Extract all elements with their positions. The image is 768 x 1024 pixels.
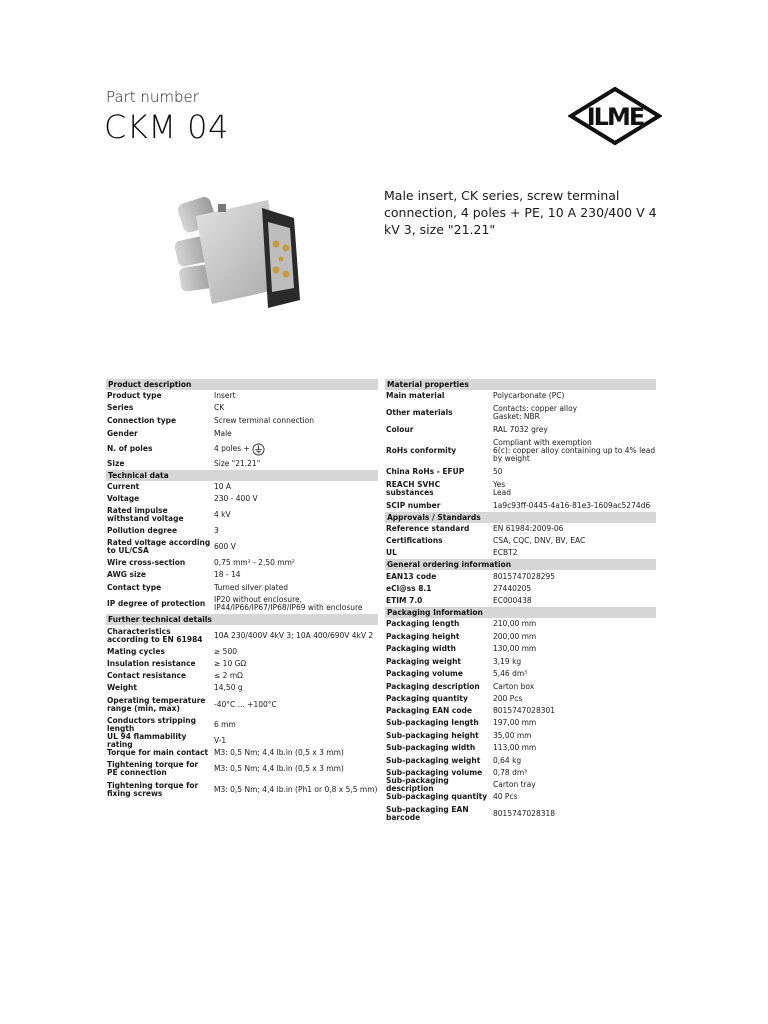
spec-value-text: ≤ 2 mΩ (214, 671, 243, 680)
spec-label: Gender (107, 428, 138, 438)
spec-value-text: CK (214, 403, 225, 412)
spec-value (214, 646, 378, 658)
product-description: Male insert, CK series, screw terminal connection, 4 poles + PE, 10 A 230/400 V 4 kV 3, size "21.21" (384, 188, 657, 237)
spec-label: UL (386, 548, 397, 557)
spec-label: Tightening torque for fixing screws (107, 780, 199, 798)
spec-value (493, 570, 656, 583)
spec-label: Packaging length (386, 619, 460, 628)
spec-value (493, 729, 656, 742)
spec-value-text: 35,00 mm (493, 730, 532, 740)
spec-label: SCIP number (386, 501, 441, 510)
spec-label: Current (107, 482, 140, 491)
spec-label: Connection type (107, 415, 177, 425)
spec-value-text: 5,46 dm³ (493, 669, 528, 678)
spec-row-certifications (385, 535, 656, 547)
spec-row-packaging-height (385, 630, 656, 643)
spec-label: Size (107, 459, 125, 468)
spec-row-characteristics-according-to-en-61984 (106, 625, 378, 646)
spec-value (493, 693, 656, 705)
spec-label: Pollution degree (107, 526, 178, 535)
spec-value (493, 478, 656, 500)
spec-label: Tightening torque for PE connection (107, 760, 199, 777)
spec-value (214, 682, 378, 694)
section-header-further-technical-details: Further technical details (106, 614, 378, 625)
spec-value-text: Carton box (493, 681, 535, 691)
section-header-technical-data: Technical data (106, 470, 378, 481)
spec-row-rohs-conformity (385, 436, 656, 466)
spec-value (493, 424, 656, 436)
spec-value-text: IP20 without enclosure, IP44/IP66/IP67/IP68/IP69 with enclosure (214, 595, 363, 612)
spec-value-text: 600 V (214, 542, 236, 551)
spec-label: Series (107, 403, 134, 412)
spec-value-text: 10A 230/400V 4kV 3; 10A 400/690V 4kV 2 (214, 630, 374, 640)
spec-label: Conductors stripping length (107, 716, 196, 733)
spec-value-text: 1a9c93ff-0445-4a16-81e3-1609ac5274d6 (493, 501, 651, 510)
spec-label: Sub-packaging description (386, 776, 449, 793)
spec-row-packaging-quantity (385, 693, 656, 705)
spec-value (493, 547, 656, 559)
spec-value (214, 747, 378, 759)
section-header-product-description: Product description (106, 379, 378, 390)
spec-label: Contact type (107, 582, 162, 592)
spec-value-text: 3,19 kg (493, 656, 522, 666)
spec-label: Colour (386, 425, 414, 434)
spec-row-operating-temperature-range-min-max (106, 694, 378, 715)
spec-label: Main material (386, 391, 445, 400)
spec-label: N. of poles (107, 444, 153, 453)
spec-label: Packaging quantity (386, 694, 468, 703)
spec-value-text: 4 kV (214, 510, 231, 519)
spec-value (493, 500, 656, 512)
spec-value (214, 670, 378, 682)
spec-row-sub-packaging-quantity (385, 791, 656, 803)
spec-label: Reference standard (386, 524, 470, 533)
spec-value-text: M3: 0,5 Nm; 4,4 lb.in (0,5 x 3 mm) (214, 748, 344, 757)
spec-value (493, 680, 656, 693)
spec-value-text: 230 - 400 V (214, 494, 258, 503)
spec-value-text: CSA, CQC, DNV, BV, EAC (493, 536, 586, 545)
spec-label: Sub-packaging EAN barcode (386, 804, 469, 822)
spec-label: Insulation resistance (107, 659, 196, 668)
part-number: CKM 04 (104, 108, 229, 146)
spec-value (493, 668, 656, 680)
logo-text: ILME (586, 103, 644, 131)
spec-value-text: 200,00 mm (493, 631, 537, 641)
section-header-approvals-standards: Approvals / Standards (385, 512, 656, 523)
spec-row-packaging-description (385, 680, 656, 693)
spec-value-text: 6 mm (214, 720, 236, 729)
spec-value-line: 6(c): copper alloy containing up to 4% lead by weight (493, 446, 656, 463)
spec-value-text: Polycarbonate (PC) (493, 391, 565, 400)
spec-label: Packaging description (386, 681, 480, 691)
spec-label: Characteristics according to EN 61984 (107, 626, 203, 644)
spec-label: Sub-packaging volume (386, 768, 483, 777)
spec-value (214, 759, 378, 779)
spec-value-text: Male (214, 428, 232, 438)
spec-value (214, 390, 378, 402)
spec-value (493, 583, 656, 595)
spec-row-packaging-ean-code (385, 705, 656, 717)
spec-label: UL 94 flammability rating (107, 732, 187, 749)
spec-row-sub-packaging-description (385, 776, 656, 793)
spec-label: AWG size (107, 570, 146, 579)
spec-value (493, 803, 656, 824)
spec-value (214, 779, 378, 800)
spec-label: Packaging width (386, 644, 456, 653)
spec-value-text: M3: 0,5 Nm; 4,4 lb.in (Ph1 or 0,8 x 5,5 mm) (214, 784, 378, 794)
spec-label: Rated impulse withstand voltage (107, 506, 184, 523)
spec-value (214, 440, 378, 458)
spec-label: Weight (107, 683, 137, 692)
spec-label: Rated voltage according to UL/CSA (107, 538, 211, 555)
spec-row-connection-type (106, 414, 378, 427)
spec-label: IP degree of protection (107, 599, 206, 608)
spec-row-size (106, 458, 378, 470)
spec-value (493, 390, 656, 402)
spec-row-packaging-length (385, 618, 656, 630)
spec-value-text: V-1 (214, 736, 227, 745)
spec-value (493, 767, 656, 779)
spec-row-etim-7-0 (385, 595, 656, 607)
spec-label: Sub-packaging height (386, 730, 479, 740)
spec-value (493, 655, 656, 668)
spec-value (214, 715, 378, 735)
spec-value-text: Carton tray (493, 780, 536, 789)
left-column (106, 379, 378, 800)
spec-row-sub-packaging-ean-barcode (385, 803, 656, 824)
spec-value (493, 618, 656, 630)
spec-label: Wire cross-section (107, 558, 186, 567)
spec-value (493, 742, 656, 754)
spec-label: ETIM 7.0 (386, 596, 423, 605)
spec-value-text: ECBT2 (493, 548, 518, 557)
spec-row-torque-for-main-contact (106, 747, 378, 759)
spec-row-wire-cross-section (106, 557, 378, 569)
spec-value-text: 10 A (214, 482, 232, 491)
spec-value (214, 581, 378, 594)
spec-value-text: 3 (214, 526, 219, 535)
spec-label: Voltage (107, 494, 140, 503)
spec-value (214, 525, 378, 537)
section-header-packaging-information: Packaging Information (385, 607, 656, 618)
spec-value (214, 594, 378, 614)
spec-value-text: 130,00 mm (493, 644, 537, 653)
spec-label: REACH SVHC substances (386, 480, 441, 497)
section-header-general-ordering-information: General ordering information (385, 559, 656, 570)
spec-row-rated-impulse-withstand-voltage (106, 505, 378, 525)
spec-value (214, 569, 378, 581)
spec-label: Packaging volume (386, 669, 463, 678)
spec-value-text: ≥ 10 GΩ (214, 659, 247, 668)
spec-value (493, 643, 656, 655)
spec-value (493, 754, 656, 767)
spec-row-awg-size (106, 569, 378, 581)
spec-value-text: 50 (493, 467, 503, 476)
spec-label: Contact resistance (107, 671, 187, 680)
spec-label: China RoHs - EFUP (386, 467, 465, 476)
spec-value (493, 466, 656, 478)
spec-value-text: 18 - 14 (214, 570, 241, 579)
spec-value-line: Gasket: NBR (493, 412, 540, 421)
spec-label: Sub-packaging quantity (386, 792, 488, 801)
spec-row-scip-number (385, 500, 656, 512)
section-header-material-properties: Material properties (385, 379, 656, 390)
spec-value (214, 658, 378, 670)
spec-label: Packaging height (386, 631, 460, 641)
spec-row-contact-type (106, 581, 378, 594)
spec-value (493, 705, 656, 717)
spec-row-voltage (106, 493, 378, 505)
spec-value-text: Screw terminal connection (214, 415, 314, 425)
spec-value-line: Contacts: copper alloy (493, 404, 578, 413)
spec-row-reach-svhc-substances (385, 478, 656, 500)
spec-value-text: 0,78 dm³ (493, 768, 528, 777)
spec-label: RoHs conformity (386, 446, 457, 455)
spec-value (214, 402, 378, 414)
spec-row-packaging-volume (385, 668, 656, 680)
spec-value-text: RAL 7032 grey (493, 425, 548, 434)
spec-value-text: EN 61984:2009-06 (493, 524, 564, 533)
spec-row-weight (106, 682, 378, 694)
spec-label: Operating temperature range (min, max) (107, 695, 206, 713)
spec-row-sub-packaging-length (385, 717, 656, 729)
spec-value (214, 537, 378, 557)
spec-value (214, 735, 378, 747)
spec-value-text: 27440205 (493, 584, 532, 593)
spec-value-text: 8015747028295 (493, 571, 556, 581)
spec-row-sub-packaging-height (385, 729, 656, 742)
ilme-logo (568, 86, 662, 146)
spec-value (493, 595, 656, 607)
spec-value (493, 436, 656, 466)
spec-label: Packaging EAN code (386, 706, 472, 715)
spec-label: Product type (107, 391, 162, 400)
spec-value-text: 8015747028318 (493, 808, 556, 818)
spec-value-text: 113,00 mm (493, 743, 537, 752)
spec-value (214, 481, 378, 493)
spec-row-other-materials (385, 402, 656, 424)
spec-label: EAN13 code (386, 571, 437, 581)
spec-value (493, 717, 656, 729)
spec-label: Other materials (386, 408, 453, 417)
spec-value (214, 625, 378, 646)
spec-row-packaging-weight (385, 655, 656, 668)
spec-row-tightening-torque-for-fixing-screws (106, 779, 378, 800)
spec-row-colour (385, 424, 656, 436)
spec-row-reference-standard (385, 523, 656, 535)
spec-value-text: 14,50 g (214, 683, 243, 692)
spec-row-contact-resistance (106, 670, 378, 682)
spec-value-text: 8015747028301 (493, 706, 556, 715)
spec-value-text: 40 Pcs (493, 792, 518, 801)
spec-row-ul-94-flammability-rating (106, 732, 378, 749)
spec-value (493, 535, 656, 547)
spec-row-ean13-code (385, 570, 656, 583)
spec-value-text: 0,75 mm² - 2,50 mm² (214, 558, 295, 567)
right-column (385, 379, 656, 824)
spec-value-text: ≥ 500 (214, 647, 237, 656)
spec-row-sub-packaging-width (385, 742, 656, 754)
spec-value (493, 779, 656, 791)
spec-label: eCl@ss 8.1 (386, 584, 432, 593)
spec-row-ul (385, 547, 656, 559)
spec-value-line: Yes (493, 480, 506, 489)
spec-value-text: 0,64 kg (493, 755, 522, 765)
spec-row-rated-voltage-according-to-ul-csa (106, 537, 378, 557)
spec-value (214, 493, 378, 505)
spec-value (214, 427, 378, 440)
spec-row-insulation-resistance (106, 658, 378, 670)
spec-label: Mating cycles (107, 647, 165, 656)
spec-value-text: M3: 0,5 Nm; 4,4 lb.in (0,5 x 3 mm) (214, 764, 344, 773)
spec-label: Sub-packaging width (386, 743, 476, 752)
spec-value-line: Lead (493, 488, 512, 497)
spec-value (493, 402, 656, 424)
spec-row-tightening-torque-for-pe-connection (106, 759, 378, 779)
spec-value-text: 210,00 mm (493, 619, 537, 628)
spec-row-packaging-width (385, 643, 656, 655)
spec-value (214, 414, 378, 427)
spec-label: Torque for main contact (107, 748, 209, 757)
spec-value-text: 197,00 mm (493, 718, 537, 727)
spec-value (214, 458, 378, 470)
spec-value (214, 694, 378, 715)
spec-value (214, 557, 378, 569)
spec-row-current (106, 481, 378, 493)
spec-row-pollution-degree (106, 525, 378, 537)
spec-label: Packaging weight (386, 656, 461, 666)
spec-row-series (106, 402, 378, 414)
spec-value (214, 505, 378, 525)
spec-value-text: 200 Pcs (493, 694, 523, 703)
product-image (166, 188, 316, 316)
spec-label: Sub-packaging length (386, 718, 479, 727)
spec-value-text: -40°C ... +100°C (214, 699, 277, 709)
spec-row-main-material (385, 390, 656, 402)
spec-row-china-rohs-efup (385, 466, 656, 478)
spec-value (493, 523, 656, 535)
spec-label: Certifications (386, 536, 443, 545)
spec-value-text: Size "21.21" (214, 459, 261, 468)
spec-value-text: EC000438 (493, 596, 532, 605)
spec-value-text: 4 poles + (214, 444, 250, 453)
spec-row-product-type (106, 390, 378, 402)
part-number-label: Part number (106, 88, 199, 106)
spec-row-sub-packaging-weight (385, 754, 656, 767)
ground-icon (252, 443, 265, 456)
spec-value-text: Turned silver plated (214, 582, 289, 592)
spec-row-gender (106, 427, 378, 440)
spec-label: Sub-packaging weight (386, 755, 481, 765)
spec-row-n-of-poles (106, 440, 378, 458)
spec-value-text: Insert (214, 391, 236, 400)
spec-row-mating-cycles (106, 646, 378, 658)
spec-value (493, 630, 656, 643)
spec-value-line: Compliant with exemption (493, 438, 592, 447)
spec-value (493, 791, 656, 803)
spec-row-ip-degree-of-protection (106, 594, 378, 614)
spec-row-ecl-ss-8-1 (385, 583, 656, 595)
